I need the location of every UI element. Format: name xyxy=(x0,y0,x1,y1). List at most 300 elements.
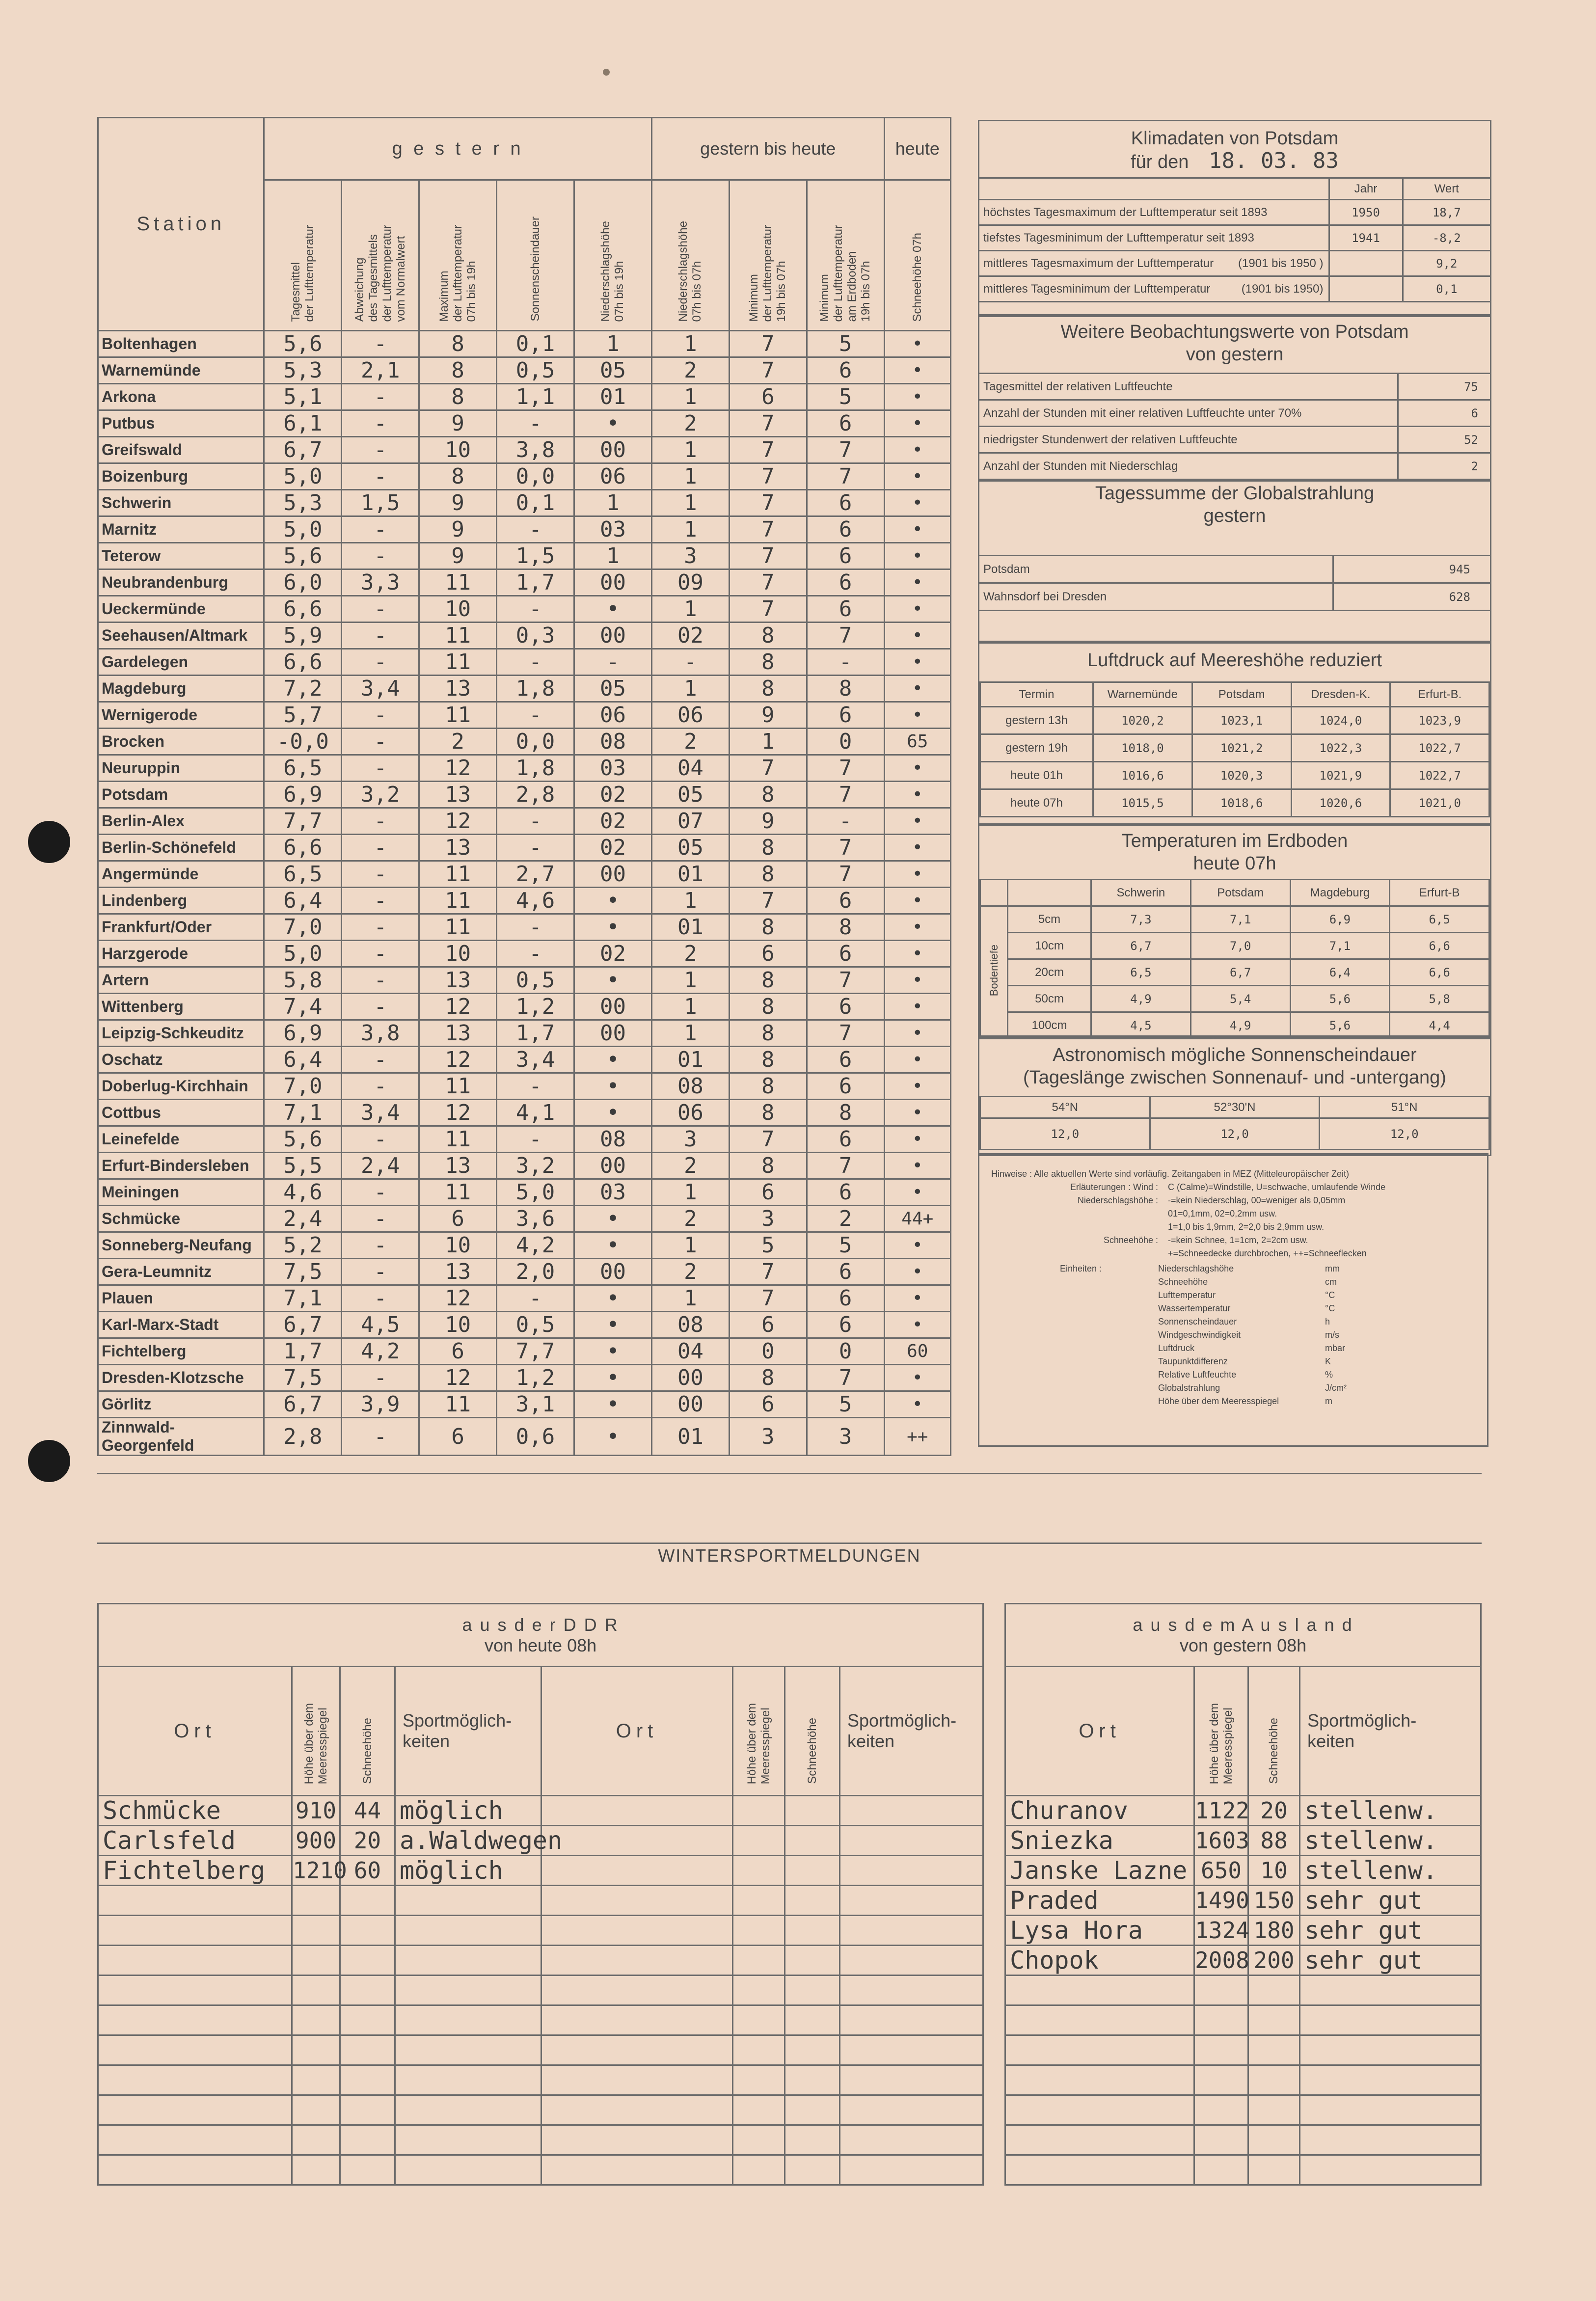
station-value: 00 xyxy=(574,994,652,1020)
station-row xyxy=(98,941,951,967)
station-value: 7 xyxy=(729,755,807,782)
station-value: 01 xyxy=(651,1418,729,1456)
station-value: - xyxy=(342,835,419,861)
station-row xyxy=(98,543,951,569)
station-value: 02 xyxy=(574,835,652,861)
empty-cell xyxy=(840,1916,983,1946)
station-value: 3 xyxy=(651,543,729,569)
einheit-key xyxy=(991,1315,1158,1328)
station-value: • xyxy=(574,1047,652,1073)
ort-cell xyxy=(98,1946,292,1976)
station-value: 7 xyxy=(807,1153,884,1179)
ort-cell xyxy=(98,1916,292,1946)
erdboden-value: 6,7 xyxy=(1091,933,1191,959)
station-value: - xyxy=(342,994,419,1020)
station-row xyxy=(98,384,951,410)
erdboden-depth: 50cm xyxy=(1008,986,1091,1012)
beobachtung-value: 52 xyxy=(1398,427,1490,453)
station-value: 1,5 xyxy=(342,490,419,516)
gap-cell xyxy=(983,1976,1005,2005)
station-value: • xyxy=(574,1338,652,1365)
station-value: • xyxy=(884,331,950,357)
erdboden-value: 6,5 xyxy=(1091,959,1191,986)
hoehe-cell: 910 xyxy=(292,1796,340,1826)
hoehe-cell xyxy=(1194,2005,1248,2035)
column-header xyxy=(729,180,807,331)
station-value: 7,5 xyxy=(264,1365,342,1391)
sport-cell: sehr gut xyxy=(1300,1886,1481,1916)
station-value: 3 xyxy=(729,1206,807,1232)
station-value: 2 xyxy=(807,1206,884,1232)
station-value: 10 xyxy=(419,437,497,463)
hoehe-cell xyxy=(292,1946,340,1976)
hinweis-line xyxy=(991,1220,1475,1234)
schneehoehe-cell xyxy=(340,1886,395,1916)
klima-year: 1950 xyxy=(1329,200,1403,225)
column-header xyxy=(419,180,497,331)
erdboden-value: 4,9 xyxy=(1091,986,1191,1012)
empty-cell xyxy=(733,1856,785,1886)
column-header-text: Maximum der Lufttemperatur 07h bis 19h xyxy=(437,224,478,322)
einheit-line xyxy=(991,1355,1475,1368)
station-value: 7 xyxy=(729,569,807,596)
station-value: - xyxy=(651,649,729,676)
luftdruck-value: 1021,0 xyxy=(1390,789,1489,817)
station-value: 10 xyxy=(419,1312,497,1338)
station-value: 9 xyxy=(729,702,807,729)
hinweis-key xyxy=(991,1247,1168,1260)
klima-label-text: mittleres Tagesmaximum der Lufttemperatur xyxy=(983,256,1214,270)
klimadaten-date-prefix: für den xyxy=(1131,152,1189,172)
station-value: 06 xyxy=(574,702,652,729)
einheit-name: Globalstrahlung xyxy=(1158,1383,1220,1393)
empty-cell xyxy=(733,1886,785,1916)
sonnenschein-latitude: 51°N xyxy=(1320,1097,1489,1118)
empty-cell xyxy=(785,1826,840,1856)
station-row xyxy=(98,1338,951,1365)
station-value: 2 xyxy=(651,941,729,967)
station-value: 1 xyxy=(651,437,729,463)
station-value: • xyxy=(884,384,950,410)
station-value: 6 xyxy=(807,1312,884,1338)
station-value: - xyxy=(342,623,419,649)
station-value: 2 xyxy=(651,1206,729,1232)
station-row xyxy=(98,755,951,782)
station-name: Meiningen xyxy=(98,1179,264,1206)
klimadaten-date: 18. 03. 83 xyxy=(1208,148,1339,173)
ort-cell: Praded xyxy=(1005,1886,1194,1916)
ddr-subtitle: von heute 08h xyxy=(484,1635,597,1655)
station-value: 0,0 xyxy=(497,729,574,755)
einheit-key xyxy=(991,1275,1158,1289)
station-name: Warnemünde xyxy=(98,357,264,384)
station-value: 00 xyxy=(651,1365,729,1391)
schneehoehe-cell: 20 xyxy=(340,1826,395,1856)
klimadaten-title: Klimadaten von Potsdam xyxy=(1131,128,1339,149)
station-value: - xyxy=(342,516,419,543)
station-name: Doberlug-Kirchhain xyxy=(98,1073,264,1100)
station-value: - xyxy=(497,914,574,941)
erdboden-depth: 100cm xyxy=(1008,1012,1091,1039)
station-value: - xyxy=(342,1126,419,1153)
station-value: 13 xyxy=(419,1259,497,1285)
ort-cell xyxy=(98,2035,292,2065)
station-value: 1 xyxy=(651,331,729,357)
schneehoehe-cell xyxy=(340,1916,395,1946)
station-value: 2 xyxy=(651,1259,729,1285)
ort-cell xyxy=(1005,2125,1194,2155)
luftdruck-title: Luftdruck auf Meereshöhe reduziert xyxy=(1087,650,1382,671)
ort-cell xyxy=(98,2155,292,2185)
station-value: 02 xyxy=(574,782,652,808)
station-value: 2,7 xyxy=(497,861,574,888)
station-value: 5,0 xyxy=(264,941,342,967)
station-value: - xyxy=(342,649,419,676)
station-value: - xyxy=(342,1232,419,1259)
schneehoehe-cell: 88 xyxy=(1248,1826,1300,1856)
schneehoehe-cell: 200 xyxy=(1248,1946,1300,1976)
station-value: 1 xyxy=(729,729,807,755)
station-row xyxy=(98,1232,951,1259)
sport-cell: möglich xyxy=(395,1796,541,1826)
sport-cell: stellenw. xyxy=(1300,1856,1481,1886)
station-value: 2,8 xyxy=(264,1418,342,1456)
station-row xyxy=(98,1020,951,1047)
empty-cell xyxy=(541,1916,733,1946)
station-name: Seehausen/Altmark xyxy=(98,623,264,649)
station-value: 5,7 xyxy=(264,702,342,729)
wintersport-title: WINTERSPORTMELDUNGEN xyxy=(658,1545,921,1566)
luftdruck-header: Potsdam xyxy=(1192,682,1291,707)
beobachtung-row xyxy=(979,374,1490,400)
column-header xyxy=(651,180,729,331)
empty-cell xyxy=(541,1886,733,1916)
schneehoehe-cell xyxy=(340,1946,395,1976)
station-value: • xyxy=(574,1100,652,1126)
einheit-name: Höhe über dem Meeresspiegel xyxy=(1158,1396,1279,1406)
station-value: 2 xyxy=(419,729,497,755)
einheit-unit: h xyxy=(1325,1317,1330,1326)
ort-cell xyxy=(98,2095,292,2125)
station-row xyxy=(98,967,951,994)
station-name: Neubrandenburg xyxy=(98,569,264,596)
station-value: - xyxy=(342,596,419,623)
station-value: - xyxy=(497,1073,574,1100)
schneehoehe-cell xyxy=(1248,2095,1300,2125)
station-value: 13 xyxy=(419,782,497,808)
station-value: 6 xyxy=(419,1206,497,1232)
hoehe-cell xyxy=(1194,2065,1248,2095)
station-value: 8 xyxy=(419,331,497,357)
station-value: • xyxy=(884,357,950,384)
wintersport-row xyxy=(98,2005,1481,2035)
station-value: 1,2 xyxy=(497,1365,574,1391)
hinweis-text: C (Calme)=Windstille, U=schwache, umlaufende Winde xyxy=(1168,1182,1386,1192)
station-value: 8 xyxy=(729,623,807,649)
station-value: 6 xyxy=(807,596,884,623)
station-value: 6,6 xyxy=(264,596,342,623)
empty-cell xyxy=(733,2125,785,2155)
schneehoehe-cell xyxy=(340,2095,395,2125)
station-value: - xyxy=(497,516,574,543)
station-row xyxy=(98,463,951,490)
empty-cell xyxy=(541,2095,733,2125)
paper-speck xyxy=(603,69,610,76)
station-value: 7 xyxy=(807,755,884,782)
station-value: - xyxy=(497,1126,574,1153)
empty-cell xyxy=(733,2005,785,2035)
station-value: 06 xyxy=(651,1100,729,1126)
station-value: 1 xyxy=(651,596,729,623)
column-header xyxy=(807,180,884,331)
ddr-title: a u s d e r D D R xyxy=(462,1614,619,1635)
station-value: 01 xyxy=(651,1047,729,1073)
empty-cell xyxy=(733,1976,785,2005)
einheit-unit: J/cm² xyxy=(1325,1383,1347,1393)
group-header-yesterday: g e s t e r n xyxy=(264,118,652,180)
station-row xyxy=(98,729,951,755)
station-name: Arkona xyxy=(98,384,264,410)
station-value: 12 xyxy=(419,755,497,782)
station-value: 7 xyxy=(807,967,884,994)
station-value: - xyxy=(807,649,884,676)
empty-cell xyxy=(785,1976,840,2005)
station-value: • xyxy=(884,1391,950,1418)
station-value: • xyxy=(884,1365,950,1391)
station-value: 5,6 xyxy=(264,543,342,569)
station-value: • xyxy=(574,914,652,941)
einheit-unit: mm xyxy=(1325,1264,1340,1273)
station-value: 8 xyxy=(729,782,807,808)
station-value: 1,7 xyxy=(497,569,574,596)
schneehoehe-cell xyxy=(340,2125,395,2155)
station-value: - xyxy=(342,1206,419,1232)
station-value: 7 xyxy=(729,1259,807,1285)
erdboden-value: 6,5 xyxy=(1390,906,1489,933)
beobachtung-label: Anzahl der Stunden mit einer relativen Luftfeuchte unter 70% xyxy=(979,400,1398,427)
station-value: - xyxy=(807,808,884,835)
station-name: Boltenhagen xyxy=(98,331,264,357)
klima-label-text: tiefstes Tagesminimum der Lufttemperatur seit 1893 xyxy=(983,231,1254,244)
sport-cell xyxy=(395,2005,541,2035)
station-name: Gardelegen xyxy=(98,649,264,676)
station-value: 6 xyxy=(807,543,884,569)
station-value: 5,6 xyxy=(264,1126,342,1153)
wintersport-row xyxy=(98,2035,1481,2065)
sonnenschein-table xyxy=(979,1096,1490,1150)
hoehe-cell: 650 xyxy=(1194,1856,1248,1886)
station-value: 2,1 xyxy=(342,357,419,384)
erdboden-corner xyxy=(980,880,1008,906)
station-row xyxy=(98,861,951,888)
station-value: 6,5 xyxy=(264,861,342,888)
station-row xyxy=(98,490,951,516)
station-row xyxy=(98,623,951,649)
station-value: 6 xyxy=(807,1126,884,1153)
sonnenschein-box xyxy=(978,1035,1491,1156)
station-value: 08 xyxy=(651,1073,729,1100)
hoehe-header: Höhe über dem Meeresspiegel xyxy=(292,1667,340,1796)
station-row xyxy=(98,1153,951,1179)
station-value: 7 xyxy=(729,516,807,543)
station-value: 1 xyxy=(651,676,729,702)
station-value: 13 xyxy=(419,967,497,994)
einheit-unit: m xyxy=(1325,1396,1332,1406)
station-value: 8 xyxy=(419,463,497,490)
erdboden-box xyxy=(978,823,1491,1038)
station-row xyxy=(98,410,951,437)
station-value: 13 xyxy=(419,676,497,702)
station-value: 7 xyxy=(729,1126,807,1153)
station-value: 3,3 xyxy=(342,569,419,596)
erdboden-header: Erfurt-B xyxy=(1390,880,1489,906)
station-value: 3,4 xyxy=(497,1047,574,1073)
sonnenschein-latitude: 52°30'N xyxy=(1150,1097,1320,1118)
station-value: 4,1 xyxy=(497,1100,574,1126)
station-value: 0,6 xyxy=(497,1418,574,1456)
station-value: • xyxy=(574,410,652,437)
station-name: Frankfurt/Oder xyxy=(98,914,264,941)
station-value: - xyxy=(342,941,419,967)
station-value: 0,0 xyxy=(497,463,574,490)
luftdruck-header: Dresden-K. xyxy=(1291,682,1390,707)
einheit-unit: °C xyxy=(1325,1303,1335,1313)
erdboden-value: 6,6 xyxy=(1390,933,1489,959)
empty-cell xyxy=(733,1946,785,1976)
schneehoehe-cell xyxy=(1248,1976,1300,2005)
hoehe-cell: 1122 xyxy=(1194,1796,1248,1826)
station-value: 44+ xyxy=(884,1206,950,1232)
station-value: 06 xyxy=(574,463,652,490)
station-value: 1,7 xyxy=(497,1020,574,1047)
station-value: 3,1 xyxy=(497,1391,574,1418)
station-value: 5 xyxy=(807,1232,884,1259)
einheit-unit: °C xyxy=(1325,1290,1335,1300)
gap-cell xyxy=(983,1856,1005,1886)
empty-cell xyxy=(541,1946,733,1976)
station-value: 00 xyxy=(574,1259,652,1285)
hoehe-cell: 1324 xyxy=(1194,1916,1248,1946)
empty-cell xyxy=(541,2005,733,2035)
station-value: 6 xyxy=(807,516,884,543)
station-name: Teterow xyxy=(98,543,264,569)
station-value: 6 xyxy=(729,1391,807,1418)
station-value: 7 xyxy=(729,410,807,437)
station-value: • xyxy=(884,967,950,994)
erdboden-value: 6,6 xyxy=(1390,959,1489,986)
einheit-unit: cm xyxy=(1325,1277,1337,1287)
station-value: 4,2 xyxy=(342,1338,419,1365)
station-value: 3,4 xyxy=(342,1100,419,1126)
empty-cell xyxy=(733,1916,785,1946)
station-row xyxy=(98,1418,951,1456)
station-value: • xyxy=(884,543,950,569)
station-value: - xyxy=(342,410,419,437)
wintersport-row xyxy=(98,2155,1481,2185)
station-value: 9 xyxy=(419,516,497,543)
station-value: - xyxy=(574,649,652,676)
schneehoehe-cell xyxy=(1248,2065,1300,2095)
klima-label xyxy=(979,276,1329,302)
erdboden-row xyxy=(980,986,1489,1012)
station-name: Plauen xyxy=(98,1285,264,1312)
beobachtung-value: 6 xyxy=(1398,400,1490,427)
klima-label-text: mittleres Tagesminimum der Lufttemperatur xyxy=(983,282,1211,296)
station-value: 6 xyxy=(807,1073,884,1100)
station-value: 7 xyxy=(729,357,807,384)
wintersport-row xyxy=(98,1826,1481,1856)
sonnenschein-title: Astronomisch mögliche Sonnenscheindauer xyxy=(1053,1045,1417,1065)
station-value: 6 xyxy=(729,941,807,967)
station-value: 3 xyxy=(651,1126,729,1153)
einheit-key xyxy=(991,1368,1158,1381)
gap-cell xyxy=(983,2065,1005,2095)
luftdruck-header: Erfurt-B. xyxy=(1390,682,1489,707)
station-row xyxy=(98,888,951,914)
luftdruck-value: 1015,5 xyxy=(1093,789,1192,817)
station-value: • xyxy=(884,1285,950,1312)
station-value: • xyxy=(884,437,950,463)
station-value: 5,6 xyxy=(264,331,342,357)
station-value: • xyxy=(884,755,950,782)
luftdruck-table xyxy=(979,681,1490,817)
luftdruck-value: 1018,0 xyxy=(1093,734,1192,762)
station-value: 00 xyxy=(574,437,652,463)
empty-cell xyxy=(785,1916,840,1946)
station-value: 00 xyxy=(574,861,652,888)
hoehe-header: Höhe über dem Meeresspiegel xyxy=(1194,1667,1248,1796)
luftdruck-value: 1023,1 xyxy=(1192,707,1291,734)
station-value: • xyxy=(884,596,950,623)
ddr-header xyxy=(98,1604,983,1667)
station-value: 7 xyxy=(729,437,807,463)
luftdruck-value: 1021,9 xyxy=(1291,762,1390,789)
station-value: 7 xyxy=(729,888,807,914)
station-value: 07 xyxy=(651,808,729,835)
sport-cell xyxy=(1300,2095,1481,2125)
station-value: 6,0 xyxy=(264,569,342,596)
station-value: 7,2 xyxy=(264,676,342,702)
empty-cell xyxy=(733,2095,785,2125)
station-row xyxy=(98,357,951,384)
station-value: - xyxy=(342,331,419,357)
station-value: - xyxy=(342,967,419,994)
station-value: 6 xyxy=(807,1259,884,1285)
empty-cell xyxy=(840,2095,983,2125)
sport-cell xyxy=(1300,1976,1481,2005)
station-value: - xyxy=(342,1047,419,1073)
station-value: 6,9 xyxy=(264,782,342,808)
divider-line xyxy=(97,1543,1482,1544)
station-value: 6 xyxy=(807,1179,884,1206)
station-value: 65 xyxy=(884,729,950,755)
gap-cell xyxy=(983,1916,1005,1946)
station-value: 13 xyxy=(419,1153,497,1179)
ort-header: Ort xyxy=(98,1667,292,1796)
station-value: 3,4 xyxy=(342,676,419,702)
ausland-title: a u s d e m A u s l a n d xyxy=(1133,1614,1353,1635)
punch-hole-lower xyxy=(28,1440,70,1482)
station-value: 02 xyxy=(574,941,652,967)
station-value: 7 xyxy=(807,782,884,808)
station-value: • xyxy=(574,1073,652,1100)
station-value: 5 xyxy=(729,1232,807,1259)
station-value: 6,4 xyxy=(264,888,342,914)
station-value: 11 xyxy=(419,569,497,596)
station-name: Artern xyxy=(98,967,264,994)
einheit-line xyxy=(991,1262,1475,1275)
erdboden-value: 5,6 xyxy=(1290,1012,1390,1039)
